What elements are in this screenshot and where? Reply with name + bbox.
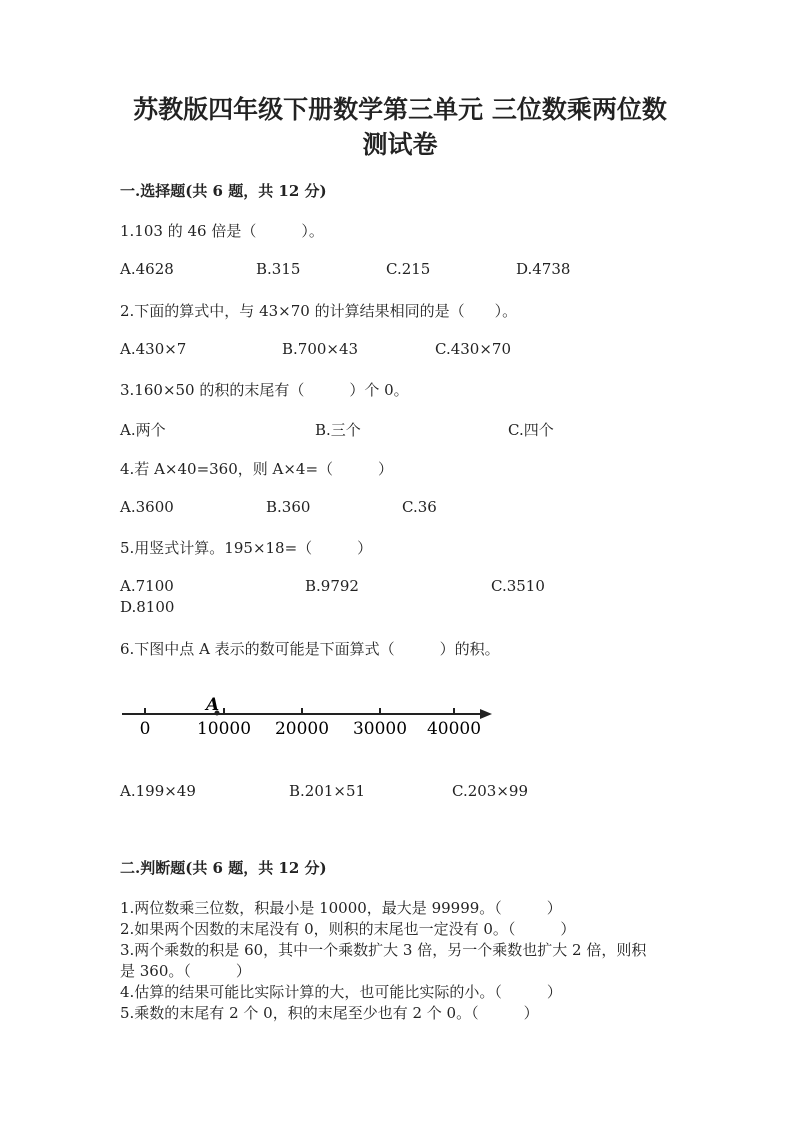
q3-option-a: A.两个 — [120, 421, 166, 439]
question-4: 4.若 A×40=360，则 A×4=（ ） — [120, 460, 394, 478]
q3-option-b: B.三个 — [315, 421, 361, 439]
section1-heading: 一.选择题(共 6 题，共 12 分) — [120, 182, 327, 200]
question-2: 2.下面的算式中，与 43×70 的计算结果相同的是（ ）。 — [120, 302, 518, 320]
tick-label-20000: 20000 — [274, 719, 330, 739]
q1-option-c: C.215 — [386, 260, 431, 278]
judgement-2: 2.如果两个因数的末尾没有 0，则积的末尾也一定没有 0。（ ） — [120, 920, 576, 938]
q5-option-a: A.7100 — [120, 577, 174, 595]
tick-label-10000: 10000 — [196, 719, 252, 739]
question-1: 1.103 的 46 倍是（ ）。 — [120, 222, 324, 240]
judgement-5: 5.乘数的末尾有 2 个 0，积的末尾至少也有 2 个 0。（ ） — [120, 1004, 539, 1022]
q6-option-c: C.203×99 — [452, 782, 528, 800]
number-line-figure — [118, 694, 498, 744]
q5-option-b: B.9792 — [305, 577, 359, 595]
q6-option-b: B.201×51 — [289, 782, 366, 800]
q2-option-c: C.430×70 — [435, 340, 511, 358]
q3-option-c: C.四个 — [508, 421, 554, 439]
question-3: 3.160×50 的积的末尾有（ ）个 0。 — [120, 381, 409, 399]
judgement-4: 4.估算的结果可能比实际计算的大，也可能比实际的小。（ ） — [120, 983, 562, 1001]
page-title-line2: 测试卷 — [362, 130, 438, 159]
q5-option-d: D.8100 — [120, 598, 175, 616]
q5-option-c: C.3510 — [491, 577, 545, 595]
point-a-label: A — [206, 695, 220, 715]
q4-option-b: B.360 — [266, 498, 311, 516]
q4-option-c: C.36 — [402, 498, 437, 516]
tick-label-40000: 40000 — [426, 719, 482, 739]
page-title: 苏教版四年级下册数学第三单元 三位数乘两位数 — [133, 95, 667, 124]
q1-option-b: B.315 — [256, 260, 301, 278]
judgement-3-cont: 是 360。（ ） — [120, 962, 251, 980]
tick-label-30000: 30000 — [352, 719, 408, 739]
q2-option-a: A.430×7 — [120, 340, 187, 358]
q1-option-d: D.4738 — [516, 260, 571, 278]
judgement-1: 1.两位数乘三位数，积最小是 10000，最大是 99999。（ ） — [120, 899, 562, 917]
section2-heading: 二.判断题(共 6 题，共 12 分) — [120, 859, 327, 877]
q1-option-a: A.4628 — [120, 260, 174, 278]
q2-option-b: B.700×43 — [282, 340, 359, 358]
tick-label-0: 0 — [139, 719, 151, 739]
q6-option-a: A.199×49 — [120, 782, 196, 800]
q4-option-a: A.3600 — [120, 498, 174, 516]
question-5: 5.用竖式计算。195×18=（ ） — [120, 539, 373, 557]
judgement-3: 3.两个乘数的积是 60，其中一个乘数扩大 3 倍，另一个乘数也扩大 2 倍，则积 — [120, 941, 647, 959]
question-6: 6.下图中点 A 表示的数可能是下面算式（ ）的积。 — [120, 640, 500, 658]
number-line-arrow — [480, 709, 492, 719]
